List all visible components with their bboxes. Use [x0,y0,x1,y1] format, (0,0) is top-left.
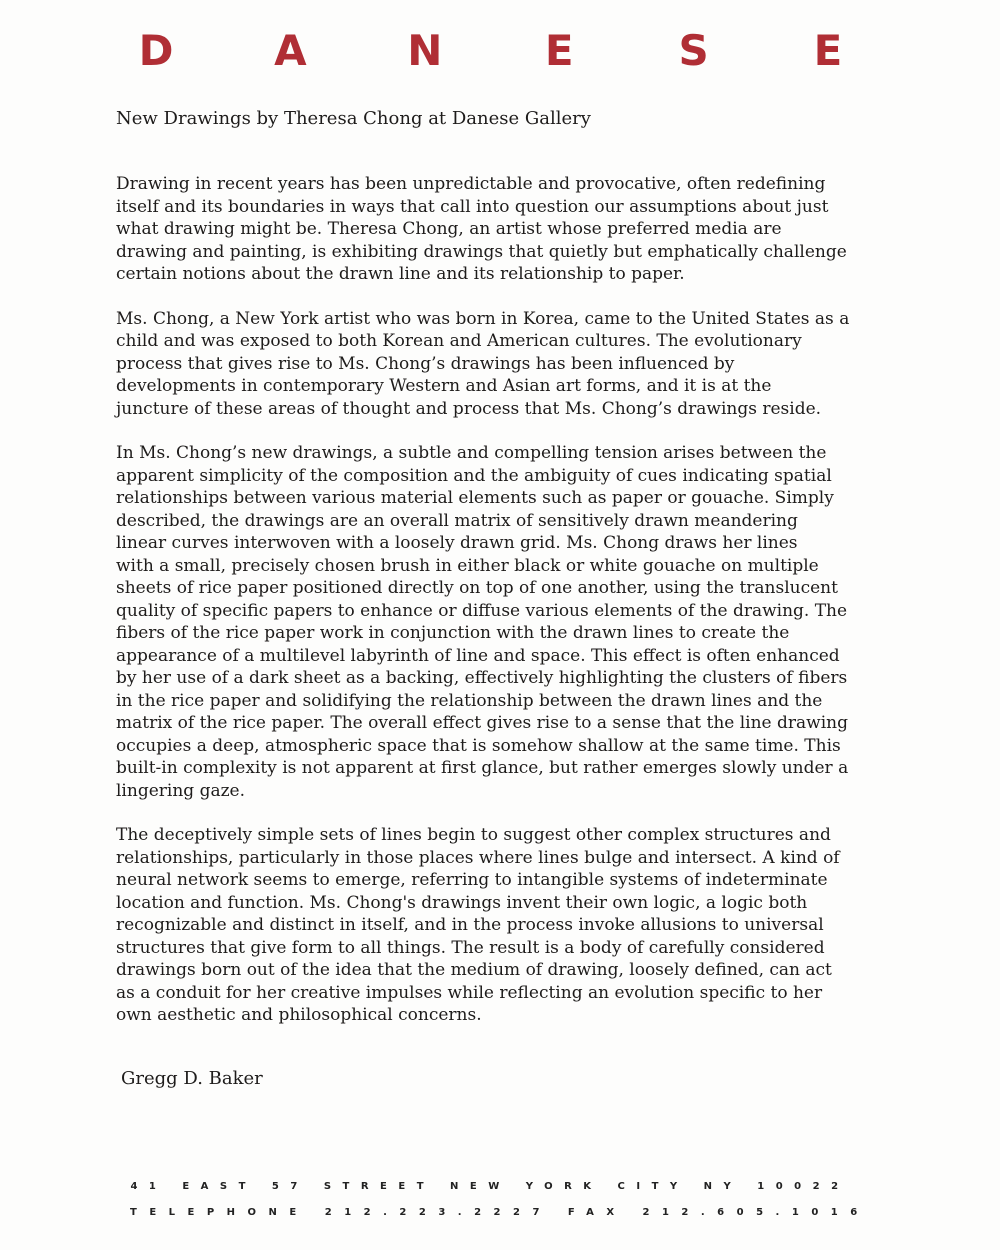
signature: Gregg D. Baker [121,1068,263,1089]
body-paragraph [116,442,886,802]
body-paragraph [116,824,886,1027]
paragraph-line: Ms. Chong, a New York artist who was born in Korea, came to the United States as a [116,308,850,329]
paragraph-line: child and was exposed to both Korean and American cultures. The evolutionary [116,331,802,351]
paragraph-line: relationships, particularly in those places where lines bulge and intersect. A kind of [116,847,840,868]
paragraph-line: relationships between various material elements such as paper or gouache. Simply [116,488,834,508]
paragraph-line: sheets of rice paper positioned directly on top of one another, using the translucent [116,578,838,598]
paragraph-line: matrix of the rice paper. The overall effect gives rise to a sense that the line drawing [116,713,848,733]
footer-address: 41 EAST 57 STREET NEW YORK CITY NY 10022 [130,1181,850,1192]
paragraph-line: recognizable and distinct in itself, and in the process invoke allusions to universal [116,915,824,935]
paragraph-line: The deceptively simple sets of lines begin to suggest other complex structures and [116,825,831,845]
document-title: New Drawings by Theresa Chong at Danese Gallery [116,108,591,129]
paragraph-line: own aesthetic and philosophical concerns. [116,1005,482,1025]
paragraph-line: certain notions about the drawn line and its relationship to paper. [116,264,685,284]
paragraph-line: described, the drawings are an overall matrix of sensitively drawn meandering [116,510,798,531]
paragraph-line: quality of specific papers to enhance or diffuse various elements of the drawing. The [116,600,848,621]
paragraph-line: drawing and painting, is exhibiting drawings that quietly but emphatically challenge [116,241,847,262]
paragraph-line: lingering gaze. [116,780,246,801]
logo-letter: D [138,26,174,75]
paragraph-line: built-in complexity is not apparent at first glance, but rather emerges slowly under a [116,758,849,778]
paragraph-line: as a conduit for her creative impulses while reflecting an evolution specific to her [116,982,823,1003]
paragraph-line: appearance of a multilevel labyrinth of line and space. This effect is often enhanced [116,645,840,666]
paragraph-line: neural network seems to emerge, referring to intangible systems of indeterminate [116,870,828,890]
logo-letter: N [407,26,443,75]
paragraph-line: location and function. Ms. Chong's drawings invent their own logic, a logic both [116,892,808,913]
body-paragraph [116,173,886,286]
logo-letter: S [678,26,709,75]
paragraph-line: what drawing might be. Theresa Chong, an artist whose preferred media are [116,219,782,239]
footer-phone: TELEPHONE 212.223.2227 FAX 212.605.1016 [130,1207,870,1218]
logo-letter: E [813,26,843,75]
paragraph-line: in the rice paper and solidifying the relationship between the drawn lines and the [116,690,823,711]
paragraph-line: In Ms. Chong’s new drawings, a subtle and compelling tension arises between the [116,443,827,463]
letter-body [116,173,886,1049]
paragraph-line: fibers of the rice paper work in conjunction with the drawn lines to create the [116,623,790,643]
paragraph-line: process that gives rise to Ms. Chong’s drawings has been influenced by [116,353,735,374]
paragraph-line: itself and its boundaries in ways that call into question our assumptions about just [116,196,829,217]
paragraph-line: linear curves interwoven with a loosely drawn grid. Ms. Chong draws her lines [116,533,798,553]
paragraph-line: apparent simplicity of the composition and the ambiguity of cues indicating spatial [116,465,832,486]
paragraph-line: by her use of a dark sheet as a backing, effectively highlighting the clusters of fibers [116,668,848,688]
paragraph-line: structures that give form to all things. The result is a body of carefully considered [116,937,825,958]
paragraph-line: drawings born out of the idea that the medium of drawing, loosely defined, can act [116,960,832,980]
paragraph-line: occupies a deep, atmospheric space that is somehow shallow at the same time. This [116,735,841,756]
paragraph-line: Drawing in recent years has been unpredictable and provocative, often redefining [116,174,826,194]
paragraph-line: juncture of these areas of thought and process that Ms. Chong’s drawings reside. [116,398,822,419]
paragraph-line: developments in contemporary Western and Asian art forms, and it is at the [116,376,772,396]
paragraph-line: with a small, precisely chosen brush in either black or white gouache on multiple [116,555,819,576]
body-paragraph [116,308,886,421]
logo-letter: E [544,26,574,75]
danese-letterhead-logo [132,26,852,75]
logo-letter: A [274,26,307,75]
